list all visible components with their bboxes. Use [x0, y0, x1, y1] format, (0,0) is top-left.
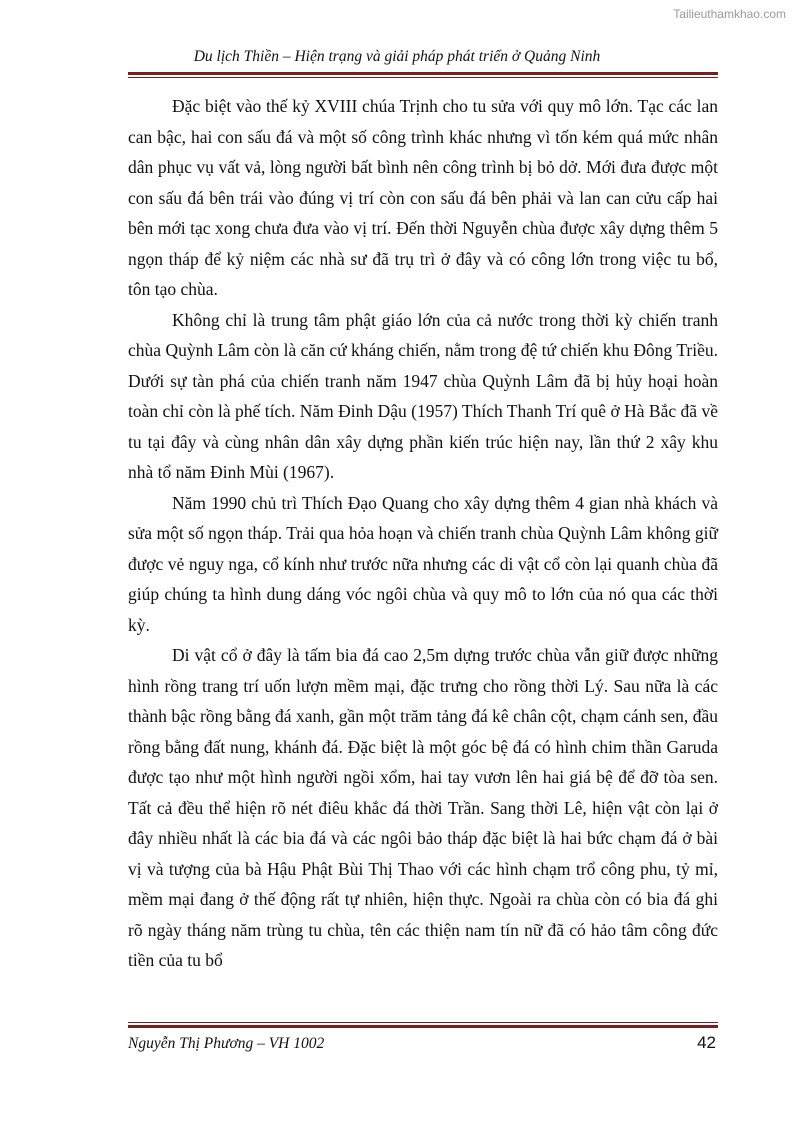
footer-author: Nguyễn Thị Phương – VH 1002	[128, 1035, 325, 1052]
footer-rule-thick	[128, 1025, 718, 1028]
paragraph-1: Đặc biệt vào thế kỷ XVIII chúa Trịnh cho tu sửa với quy mô lớn. Tạc các lan can bậc, hai con sấu đá và một số công trình khác nhưng vì tốn kém quá mức nhân dân phục vụ vất vả, lòng người bất bình nên công trình bị bỏ dở. Mới đưa được một con sấu đá bên trái vào đúng vị trí còn con sấu đá bên phải và lan can cửu cấp hai bên mới tạc xong chưa đưa vào vị trí. Đến thời Nguyễn chùa được xây dựng thêm 5 ngọn tháp để kỷ niệm các nhà sư đã trụ trì ở đây và có công lớn trong việc tu bổ, tôn tạo chùa.	[128, 96, 718, 299]
header-rule-thin	[128, 77, 718, 78]
page-number: 42	[697, 1033, 716, 1052]
paragraph-4: Di vật cổ ở đây là tấm bia đá cao 2,5m dựng trước chùa vẫn giữ được những hình rồng trang trí uốn lượn mềm mại, đặc trưng cho rồng thời Lý. Sau nữa là các thành bậc rồng bằng đá xanh, gần một trăm tảng đá kê chân cột, chạm cánh sen, đầu rồng bằng đất nung, khánh đá. Đặc biệt là một góc bệ đá có hình chim thần Garuda được tạo như một hình người ngồi xổm, hai tay vươn lên hai giá bệ để đỡ tòa sen. Tất cả đều thể hiện rõ nét điêu khắc đá thời Trần. Sang thời Lê, hiện vật còn lại ở đây nhiều nhất là các bia đá và các ngôi bảo tháp đặc biệt là hai bức chạm đá ở bài vị và tượng của bà Hậu Phật Bùi Thị Thao với các hình chạm trổ công phu, tỷ mỉ, mềm mại đang ở thế động rất tự nhiên, hiện thực. Ngoài ra chùa còn có bia đá ghi rõ ngày tháng năm trùng tu chùa, tên các thiện nam tín nữ đã có hảo tâm công đức tiền của tu bổ	[128, 645, 718, 970]
watermark-text: Tailieuthamkhao.com	[673, 7, 786, 21]
paragraph-3: Năm 1990 chủ trì Thích Đạo Quang cho xây dựng thêm 4 gian nhà khách và sửa một số ngọn tháp. Trải qua hỏa hoạn và chiến tranh chùa Quỳnh Lâm không giữ được vẻ nguy nga, cổ kính như trước nữa nhưng các di vật cổ còn lại quanh chùa đã giúp chúng ta hình dung dáng vóc ngôi chùa và quy mô to lớn của nó qua các thời kỳ.	[128, 492, 718, 635]
paragraph-2: Không chỉ là trung tâm phật giáo lớn của cả nước trong thời kỳ chiến tranh chùa Quỳnh Lâm còn là căn cứ kháng chiến, nằm trong đệ tứ chiến khu Đông Triều. Dưới sự tàn phá của chiến tranh năm 1947 chùa Quỳnh Lâm đã bị hủy hoại hoàn toàn chỉ còn là phế tích. Năm Đinh Dậu (1957) Thích Thanh Trí quê ở Hà Bắc đã về tu tại đây và cùng nhân dân xây dựng phần kiến trúc hiện nay, lần thứ 2 xây khu nhà tổ năm Đinh Mùi (1967).	[128, 309, 718, 482]
header-title: Du lịch Thiền – Hiện trạng và giải pháp phát triển ở Quảng Ninh	[193, 48, 601, 65]
footer-rule-thin	[128, 1022, 718, 1023]
body-text	[128, 91, 718, 976]
header-rule-thick	[128, 72, 718, 75]
